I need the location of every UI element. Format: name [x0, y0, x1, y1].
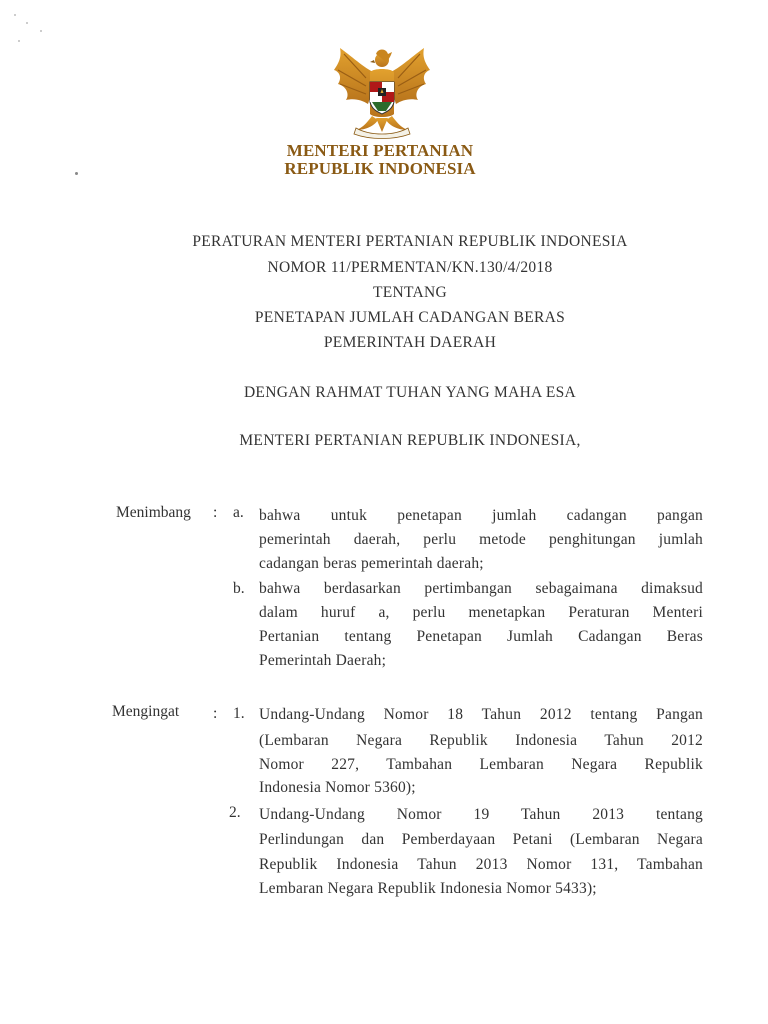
menimbang-colon: :	[213, 504, 218, 521]
regulation-subject-line-2: PEMERINTAH DAERAH	[323, 334, 497, 351]
menimbang-label: Menimbang	[116, 504, 191, 521]
regulation-number: NOMOR 11/PERMENTAN/KN.130/4/2018	[267, 259, 553, 276]
mengingat-label: Mengingat	[112, 703, 180, 720]
menimbang-b-line-1: bahwa berdasarkan pertimbangan sebagaimana dimaksud	[259, 580, 703, 597]
menimbang-a-marker: a.	[233, 504, 244, 521]
menimbang-a-line-2: pemerintah daerah, perlu metode penghitungan jumlah	[259, 531, 703, 548]
mengingat-1-marker: 1.	[233, 705, 245, 722]
mengingat-2-marker: 2.	[229, 804, 241, 821]
menimbang-b-line-4: Pemerintah Daerah;	[259, 652, 387, 669]
mengingat-2-line-1: Undang-Undang Nomor 19 Tahun 2013 tentang	[259, 806, 703, 823]
scan-speck	[26, 22, 28, 24]
menimbang-b-marker: b.	[233, 580, 245, 597]
regulation-subject-line-1: PENETAPAN JUMLAH CADANGAN BERAS	[254, 309, 566, 326]
mengingat-2-line-2: Perlindungan dan Pemberdayaan Petani (Lembaran Negara	[259, 831, 703, 848]
mengingat-2-line-4: Lembaran Negara Republik Indonesia Nomor 5433);	[259, 880, 597, 897]
mengingat-1-line-4: Indonesia Nomor 5360);	[259, 779, 416, 796]
scan-speck	[14, 14, 16, 16]
regulation-title: PERATURAN MENTERI PERTANIAN REPUBLIK INDONESIA	[192, 233, 628, 250]
mengingat-1-line-1: Undang-Undang Nomor 18 Tahun 2012 tentang Pangan	[259, 706, 703, 723]
preamble-blessing: DENGAN RAHMAT TUHAN YANG MAHA ESA	[243, 384, 577, 401]
scan-speck	[75, 172, 78, 175]
mengingat-1-line-3: Nomor 227, Tambahan Lembaran Negara Republik	[259, 756, 703, 773]
letterhead-title: MENTERI PERTANIAN	[286, 141, 474, 160]
scan-speck	[18, 40, 20, 42]
mengingat-colon: :	[213, 705, 218, 722]
mengingat-2-line-3: Republik Indonesia Tahun 2013 Nomor 131, Tambahan	[259, 856, 703, 873]
letterhead-subtitle: REPUBLIK INDONESIA	[284, 159, 476, 178]
mengingat-1-line-2: (Lembaran Negara Republik Indonesia Tahun 2012	[259, 732, 703, 749]
regulation-about: TENTANG	[372, 284, 448, 301]
menimbang-b-line-3: Pertanian tentang Penetapan Jumlah Cadangan Beras	[259, 628, 703, 645]
menimbang-b-line-2: dalam huruf a, perlu menetapkan Peraturan Menteri	[259, 604, 703, 621]
scan-speck	[40, 30, 42, 32]
menimbang-a-line-1: bahwa untuk penetapan jumlah cadangan pangan	[259, 507, 703, 524]
menimbang-a-line-3: cadangan beras pemerintah daerah;	[259, 555, 484, 572]
garuda-emblem-icon	[326, 44, 438, 140]
preamble-minister: MENTERI PERTANIAN REPUBLIK INDONESIA,	[239, 432, 581, 449]
